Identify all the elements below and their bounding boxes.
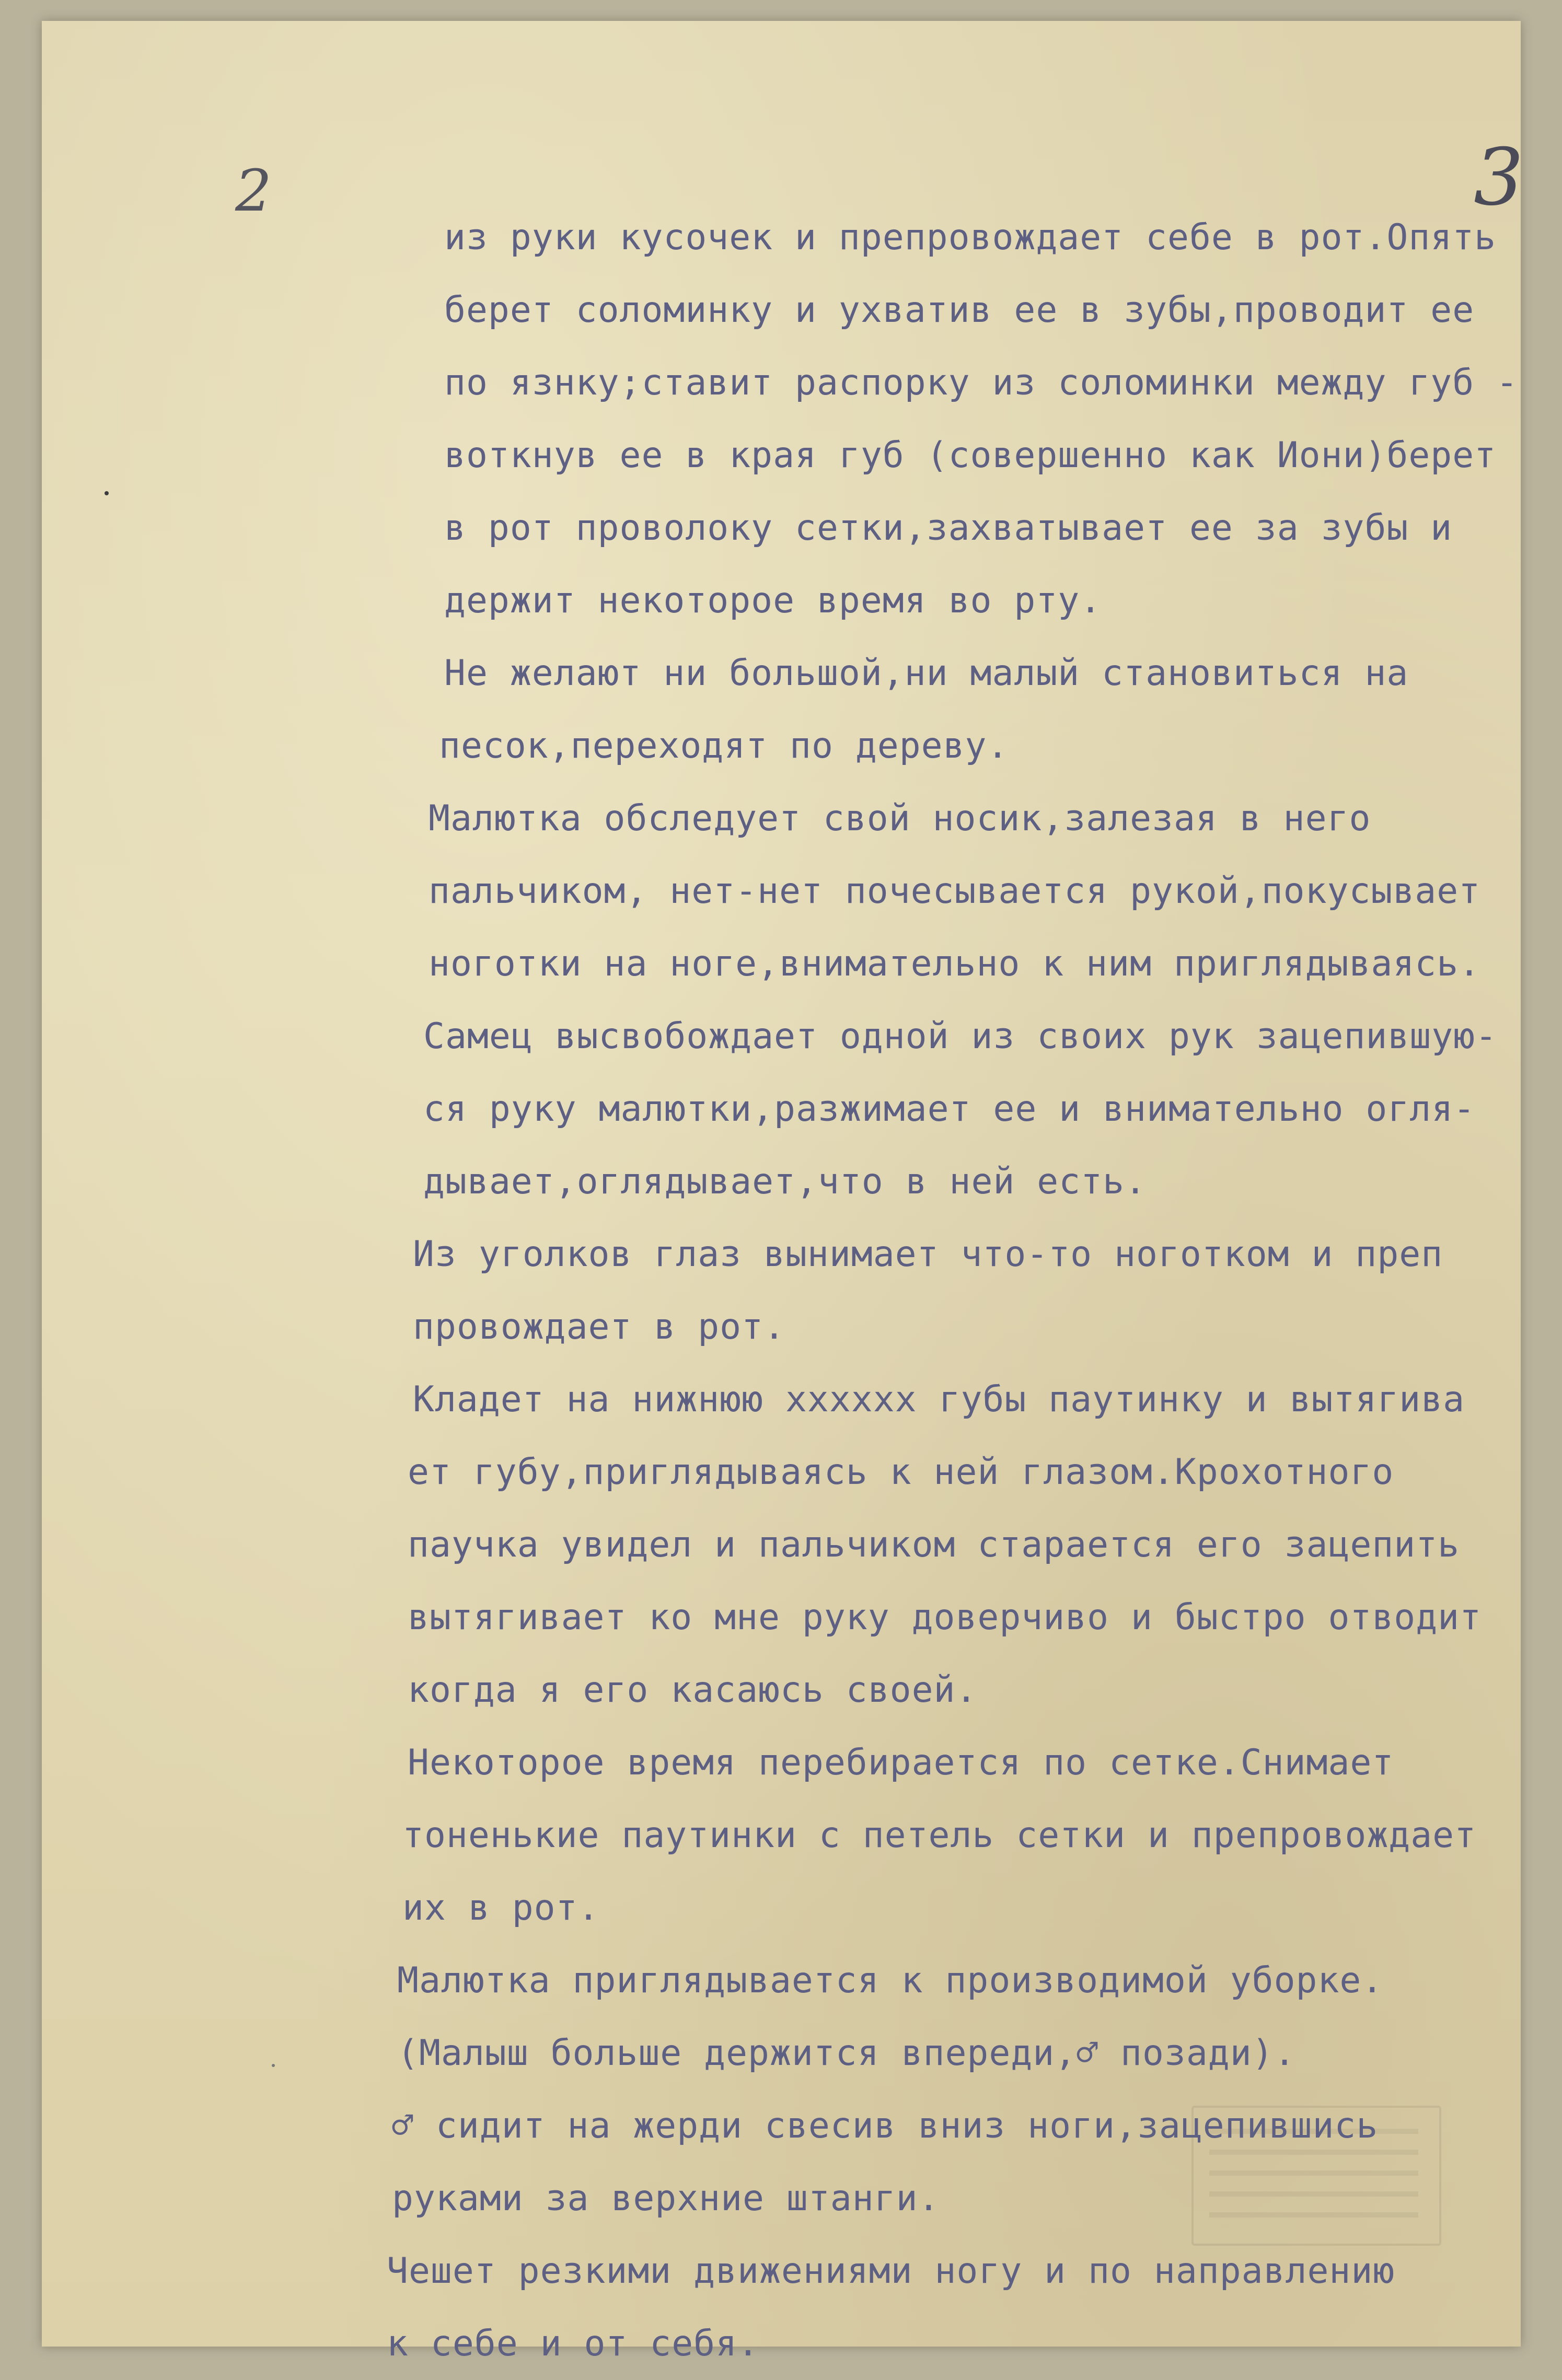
text-line: Самец высвобождает одной из своих рук зацепившую- (423, 1016, 1498, 1057)
text-line: Малютка обследует свой носик,залезая в него (429, 798, 1371, 839)
page-number-left: 2 (235, 157, 272, 224)
text-line: берет соломинку и ухватив ее в зубы,проводит ее (444, 289, 1475, 331)
text-line: Не желают ни большой,ни малый становиться на (444, 653, 1409, 694)
text-line: дывает,оглядывает,что в ней есть. (423, 1161, 1147, 1202)
text-line: Кладет на нижнюю хххххх губы паутинку и вытягива (413, 1379, 1465, 1420)
text-line: песок,переходят по дереву. (439, 725, 1009, 767)
page-number-right: 3 (1474, 132, 1524, 223)
text-line: ся руку малютки,разжимает ее и внимательно огля- (423, 1088, 1476, 1130)
text-line: из руки кусочек и препровождает себе в рот.Опять (444, 217, 1497, 258)
text-line: в рот проволоку сетки,захватывает ее за зубы и (444, 507, 1453, 549)
text-line: пальчиком, нет-нет почесывается рукой,покусывает (429, 870, 1481, 912)
text-line: когда я его касаюсь своей. (408, 1669, 978, 1711)
text-line: ет губу,приглядываясь к ней глазом.Крохотного (408, 1452, 1394, 1493)
text-line: тоненькие паутинки с петель сетки и препровождает (402, 1815, 1477, 1856)
text-line: Чешет резкими движениями ногу и по направлению (387, 2250, 1395, 2292)
text-line: (Малыш больше держится впереди,♂ позади). (397, 2033, 1296, 2074)
text-line: их в рот. (402, 1887, 600, 1929)
text-line: провождает в рот. (413, 1306, 785, 1348)
text-line: паучка увидел и пальчиком старается его зацепить (408, 1524, 1460, 1565)
text-line: ноготки на ноге,внимательно к ним приглядываясь. (429, 943, 1481, 984)
paper-speck (105, 491, 109, 495)
text-line: воткнув ее в края губ (совершенно как Иони)берет (444, 435, 1497, 476)
text-line: держит некоторое время во рту. (444, 580, 1102, 621)
text-line: Некоторое время перебирается по сетке.Снимает (408, 1742, 1394, 1783)
text-line: ♂ сидит на жерди свесив вниз ноги,зацепившись (392, 2105, 1379, 2146)
text-line: руками за верхние штанги. (392, 2178, 940, 2219)
text-line: по язнку;ставит распорку из соломинки между губ - (444, 362, 1519, 403)
text-line: вытягивает ко мне руку доверчиво и быстро отводит (408, 1597, 1482, 1638)
paper-speck (272, 2064, 275, 2067)
text-line: Из уголков глаз вынимает что-то ноготком и преп (413, 1234, 1443, 1275)
document-page (42, 21, 1524, 2364)
text-line: Малютка приглядывается к производимой уборке. (397, 1960, 1384, 2001)
typewritten-body (387, 201, 1562, 2380)
text-line: к себе и от себя. (387, 2323, 759, 2364)
